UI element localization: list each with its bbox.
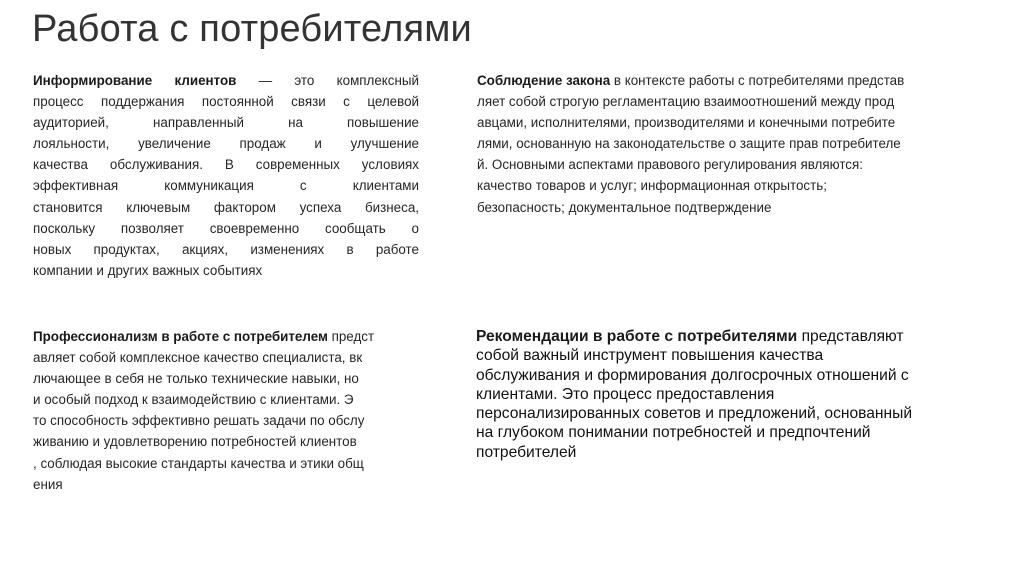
- text-line: [476, 443, 966, 462]
- line-text: в контексте работы с потребителями представ: [610, 73, 905, 88]
- block-heading: Рекомендации в работе с потребителями: [476, 328, 798, 345]
- line-text: эффективная коммуникация с клиентами: [33, 178, 419, 194]
- block-informing-clients: [33, 70, 419, 281]
- line-text: обслуживания и формирования долгосрочных отношений с: [476, 366, 909, 384]
- slide-title: Работа с потребителями: [32, 8, 472, 50]
- line-text: потребителей: [476, 443, 577, 461]
- line-text: ляет собой строгую регламентацию взаимоотношений между прод: [477, 94, 895, 110]
- line-text: собой важный инструмент повышения качества: [476, 347, 824, 365]
- text-line: [476, 327, 966, 346]
- text-line: [33, 260, 419, 281]
- text-line: [476, 404, 966, 423]
- text-line: [477, 154, 947, 175]
- line-text: компании и других важных событиях: [33, 262, 263, 278]
- line-text: новых продуктах, акциях, изменениях в работе: [33, 241, 419, 257]
- line-text: лями, основанную на законодательстве о защите прав потребителе: [477, 136, 901, 152]
- line-text: авцами, исполнителями, производителями и конечными потребите: [477, 115, 896, 131]
- line-text: поскольку позволяет своевременно сообщать о: [33, 220, 419, 236]
- text-line: [33, 431, 433, 452]
- text-line: [33, 175, 419, 196]
- block-professionalism: [33, 326, 433, 495]
- block-recommendations: [476, 327, 966, 462]
- line-text: представляют: [797, 328, 904, 345]
- text-line: [33, 70, 419, 91]
- text-line: [33, 218, 419, 239]
- text-line: [477, 70, 947, 91]
- text-line: [33, 91, 419, 112]
- line-text: на глубоком понимании потребностей и предпочтений: [476, 424, 871, 442]
- line-text: процесс поддержания постоянной связи с целевой: [33, 94, 419, 110]
- line-text: й. Основными аспектами правового регулирования являются:: [477, 157, 863, 173]
- line-text: предст: [327, 329, 375, 344]
- text-line: [33, 154, 419, 175]
- line-text: то способность эффективно решать задачи по обслу: [33, 413, 365, 429]
- text-line: [33, 389, 433, 410]
- text-line: [477, 175, 947, 196]
- block-law-compliance: [477, 70, 947, 218]
- block-heading: Профессионализм в работе с потребителем: [33, 329, 328, 344]
- text-line: [476, 346, 966, 365]
- line-text: персонализированных советов и предложений, основанный: [476, 405, 913, 423]
- text-line: [477, 112, 947, 133]
- text-line: [33, 474, 433, 495]
- text-line: [33, 368, 433, 389]
- line-text: живанию и удовлетворению потребностей клиентов: [33, 434, 357, 450]
- line-text: аудиторией, направленный на повышение: [33, 115, 419, 131]
- line-text: клиентами. Это процесс предоставления: [476, 385, 775, 403]
- line-text: качество товаров и услуг; информационная открытость;: [477, 178, 827, 194]
- line-text: и особый подход к взаимодействию с клиентами. Э: [33, 392, 354, 408]
- line-text: ения: [33, 476, 63, 492]
- line-text: авляет собой комплексное качество специалиста, вк: [33, 350, 363, 366]
- text-line: [33, 410, 433, 431]
- block-heading: Соблюдение закона: [477, 73, 611, 88]
- text-line: [476, 366, 966, 385]
- text-line: [476, 385, 966, 404]
- text-line: [33, 347, 433, 368]
- line-text: качества обслуживания. В современных условиях: [33, 157, 419, 173]
- text-line: [476, 423, 966, 442]
- text-line: [33, 326, 433, 347]
- text-line: [33, 112, 419, 133]
- text-line: [477, 91, 947, 112]
- text-line: [477, 197, 947, 218]
- line-text: безопасность; документальное подтверждение: [477, 199, 772, 215]
- text-line: [33, 133, 419, 154]
- line-text: , соблюдая высокие стандарты качества и этики общ: [33, 455, 364, 471]
- line-text: — это комплексный: [236, 73, 419, 88]
- block-heading: Информирование клиентов: [33, 73, 237, 88]
- text-line: [477, 133, 947, 154]
- line-text: становится ключевым фактором успеха бизнеса,: [33, 199, 419, 215]
- line-text: лючающее в себя не только технические навыки, но: [33, 371, 359, 387]
- text-line: [33, 453, 433, 474]
- line-text: лояльности, увеличение продаж и улучшение: [33, 136, 419, 152]
- text-line: [33, 239, 419, 260]
- text-line: [33, 197, 419, 218]
